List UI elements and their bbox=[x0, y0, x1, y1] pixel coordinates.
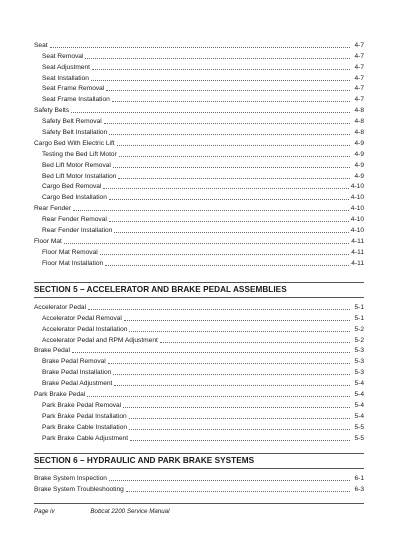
toc-page-number: 4-9 bbox=[354, 172, 364, 180]
toc-page-number: 4-8 bbox=[354, 129, 364, 137]
dot-leader bbox=[129, 331, 350, 332]
toc-entry-title: Brake Pedal Removal bbox=[42, 358, 106, 366]
toc-page-number: 5-5 bbox=[354, 423, 364, 431]
toc-entry-title: Brake Pedal bbox=[34, 347, 70, 355]
toc-entry-title: Park Brake Pedal bbox=[34, 391, 86, 399]
toc-entry-title: Floor Mat Removal bbox=[42, 248, 98, 256]
toc-page-number: 6-1 bbox=[354, 474, 364, 482]
toc-page-number: 4-10 bbox=[350, 183, 364, 191]
toc-page-number: 4-7 bbox=[354, 52, 364, 60]
toc-entry-title: Floor Mat Installation bbox=[42, 259, 104, 267]
dot-leader bbox=[113, 374, 350, 375]
toc-subentry bbox=[34, 245, 364, 256]
toc-subentry bbox=[34, 322, 364, 333]
toc-entry-title: Rear Fender bbox=[34, 205, 72, 213]
toc-page-number: 4-7 bbox=[354, 63, 364, 71]
toc-page-number: 5-4 bbox=[354, 401, 364, 409]
toc-subentry bbox=[34, 223, 364, 234]
dot-leader bbox=[71, 112, 350, 113]
toc-page-number: 5-4 bbox=[354, 380, 364, 388]
toc-entry-title: Seat bbox=[34, 41, 48, 49]
toc-page-number: 4-11 bbox=[351, 248, 364, 256]
toc-subentry bbox=[34, 180, 364, 191]
dot-leader bbox=[88, 309, 350, 310]
toc-entry-title: Park Brake Pedal Removal bbox=[42, 401, 122, 409]
toc-entry-title: Safety Belts bbox=[34, 107, 70, 115]
toc-subentry bbox=[34, 49, 364, 60]
toc-subentry bbox=[34, 125, 364, 136]
toc-page-number: 5-3 bbox=[354, 347, 364, 355]
toc-page-number: 5-4 bbox=[354, 412, 364, 420]
dot-leader bbox=[109, 221, 349, 222]
dot-leader bbox=[109, 480, 350, 481]
dot-leader bbox=[124, 320, 350, 321]
toc-page-number: 5-1 bbox=[354, 303, 364, 311]
toc-entry-title: Park Brake Cable Installation bbox=[42, 423, 128, 431]
dot-leader bbox=[73, 210, 349, 211]
toc-page-number: 4-7 bbox=[354, 85, 364, 93]
toc-entry-title: Park Brake Cable Adjustment bbox=[42, 434, 129, 442]
toc-entry-title: Rear Fender Installation bbox=[42, 227, 113, 235]
dot-leader bbox=[112, 101, 350, 102]
toc-subentry bbox=[34, 190, 364, 201]
dot-leader bbox=[123, 407, 350, 408]
toc-page-number: 5-1 bbox=[354, 314, 364, 322]
toc-entry-title: Accelerator Pedal Removal bbox=[42, 314, 122, 322]
section-5-heading: SECTION 5 – ACCELERATOR AND BRAKE PEDAL ASSEMBLIES bbox=[34, 285, 287, 294]
toc-subentry bbox=[34, 409, 364, 420]
toc-entry bbox=[34, 38, 364, 49]
dot-leader bbox=[109, 199, 349, 200]
toc-entry-title: Rear Fender Removal bbox=[42, 216, 107, 224]
toc-page-number: 4-7 bbox=[354, 41, 364, 49]
toc-entry bbox=[34, 136, 364, 147]
section-divider bbox=[34, 453, 364, 454]
toc-entry-title: Seat Frame Removal bbox=[42, 85, 105, 93]
section-divider bbox=[34, 297, 364, 298]
section-6-heading: SECTION 6 – HYDRAULIC AND PARK BRAKE SYSTEMS bbox=[34, 456, 255, 465]
toc-page-number: 4-8 bbox=[354, 107, 364, 115]
footer-page-number: Page iv bbox=[34, 508, 55, 515]
dot-leader bbox=[117, 145, 350, 146]
dot-leader bbox=[64, 243, 349, 244]
toc-entry-title: Seat Frame Installation bbox=[42, 96, 110, 104]
toc-page-number: 4-10 bbox=[350, 216, 364, 224]
dot-leader bbox=[105, 265, 349, 266]
toc-entry-title: Brake Pedal Installation bbox=[42, 369, 112, 377]
toc-entry bbox=[34, 201, 364, 212]
footer-manual-title: Bobcat 2200 Service Manual bbox=[90, 508, 170, 515]
toc-entry-title: Safety Belt Installation bbox=[42, 129, 108, 137]
toc-subentry bbox=[34, 354, 364, 365]
toc-entry bbox=[34, 300, 364, 311]
dot-leader bbox=[118, 178, 350, 179]
toc-section-4-continued bbox=[34, 38, 364, 267]
toc-entry-title: Cargo Bed Removal bbox=[42, 183, 102, 191]
toc-page-number: 4-9 bbox=[354, 150, 364, 158]
toc-page-number: 4-7 bbox=[354, 74, 364, 82]
toc-subentry bbox=[34, 431, 364, 442]
toc-entry-title: Seat Adjustment bbox=[42, 63, 91, 71]
dot-leader bbox=[104, 123, 350, 124]
toc-entry bbox=[34, 471, 364, 482]
toc-subentry bbox=[34, 82, 364, 93]
dot-leader bbox=[106, 90, 350, 91]
section-divider bbox=[34, 468, 364, 469]
toc-page-number: 4-11 bbox=[351, 237, 364, 245]
toc-page-number: 5-2 bbox=[354, 325, 364, 333]
toc-page-number: 4-9 bbox=[354, 139, 364, 147]
toc-entry bbox=[34, 344, 364, 355]
toc-entry-title: Seat Removal bbox=[42, 52, 84, 60]
page-footer bbox=[34, 508, 170, 515]
toc-entry-title: Accelerator Pedal bbox=[34, 303, 87, 311]
footer-rule bbox=[34, 503, 364, 504]
toc-page-number: 5-4 bbox=[354, 391, 364, 399]
dot-leader bbox=[129, 418, 350, 419]
toc-entry-title: Cargo Bed Installation bbox=[42, 194, 107, 202]
dot-leader bbox=[113, 167, 350, 168]
toc-entry-title: Accelerator Pedal and RPM Adjustment bbox=[42, 336, 158, 344]
dot-leader bbox=[91, 80, 350, 81]
toc-entry-title: Bed Lift Motor Installation bbox=[42, 172, 117, 180]
toc-page-number: 4-10 bbox=[350, 205, 364, 213]
toc-page-number: 4-7 bbox=[354, 96, 364, 104]
toc-entry-title: Park Brake Pedal Installation bbox=[42, 412, 127, 420]
dot-leader bbox=[87, 396, 350, 397]
toc-entry-title: Brake System Troubleshooting bbox=[34, 485, 124, 493]
dot-leader bbox=[92, 69, 350, 70]
toc-subentry bbox=[34, 311, 364, 322]
toc-page-number: 5-2 bbox=[354, 336, 364, 344]
toc-section-5 bbox=[34, 300, 364, 442]
dot-leader bbox=[108, 363, 350, 364]
toc-subentry bbox=[34, 256, 364, 267]
toc-subentry bbox=[34, 158, 364, 169]
toc-page-number: 4-11 bbox=[351, 259, 364, 267]
toc-page-number: 6-3 bbox=[354, 485, 364, 493]
toc-entry bbox=[34, 234, 364, 245]
toc-entry-title: Bed Lift Motor Removal bbox=[42, 161, 111, 169]
toc-subentry bbox=[34, 169, 364, 180]
toc-entry-title: Testing the Bed Lift Motor bbox=[42, 150, 117, 158]
dot-leader bbox=[114, 232, 348, 233]
toc-page-number: 4-9 bbox=[354, 161, 364, 169]
toc-subentry bbox=[34, 60, 364, 71]
dot-leader bbox=[100, 254, 350, 255]
dot-leader bbox=[119, 156, 350, 157]
dot-leader bbox=[129, 429, 350, 430]
toc-subentry bbox=[34, 398, 364, 409]
dot-leader bbox=[109, 134, 350, 135]
toc-page-number: 5-3 bbox=[354, 369, 364, 377]
dot-leader bbox=[160, 342, 350, 343]
toc-entry-title: Brake Pedal Adjustment bbox=[42, 380, 113, 388]
dot-leader bbox=[50, 47, 350, 48]
dot-leader bbox=[72, 352, 350, 353]
toc-entry-title: Cargo Bed With Electric Lift bbox=[34, 139, 115, 147]
toc-page-number: 5-3 bbox=[354, 358, 364, 366]
toc-subentry bbox=[34, 114, 364, 125]
toc-section-6 bbox=[34, 471, 364, 493]
toc-entry bbox=[34, 482, 364, 493]
toc-entry-title: Floor Mat bbox=[34, 237, 62, 245]
toc-subentry bbox=[34, 420, 364, 431]
toc-page-number: 4-10 bbox=[350, 227, 364, 235]
toc-page-number: 5-5 bbox=[354, 434, 364, 442]
toc-entry-title: Seat Installation bbox=[42, 74, 89, 82]
dot-leader bbox=[130, 440, 350, 441]
toc-subentry bbox=[34, 365, 364, 376]
section-divider bbox=[34, 282, 364, 283]
toc-subentry bbox=[34, 212, 364, 223]
toc-page-number: 4-8 bbox=[354, 118, 364, 126]
toc-page-number: 4-10 bbox=[350, 194, 364, 202]
toc-entry-title: Brake System Inspection bbox=[34, 474, 107, 482]
toc-subentry bbox=[34, 147, 364, 158]
dot-leader bbox=[114, 385, 350, 386]
toc-subentry bbox=[34, 376, 364, 387]
toc-entry-title: Accelerator Pedal Installation bbox=[42, 325, 128, 333]
dot-leader bbox=[126, 491, 350, 492]
toc-entry bbox=[34, 387, 364, 398]
toc-subentry bbox=[34, 92, 364, 103]
dot-leader bbox=[85, 58, 350, 59]
dot-leader bbox=[103, 188, 348, 189]
toc-subentry bbox=[34, 71, 364, 82]
toc-entry bbox=[34, 103, 364, 114]
toc-subentry bbox=[34, 333, 364, 344]
toc-entry-title: Safety Belt Removal bbox=[42, 118, 102, 126]
